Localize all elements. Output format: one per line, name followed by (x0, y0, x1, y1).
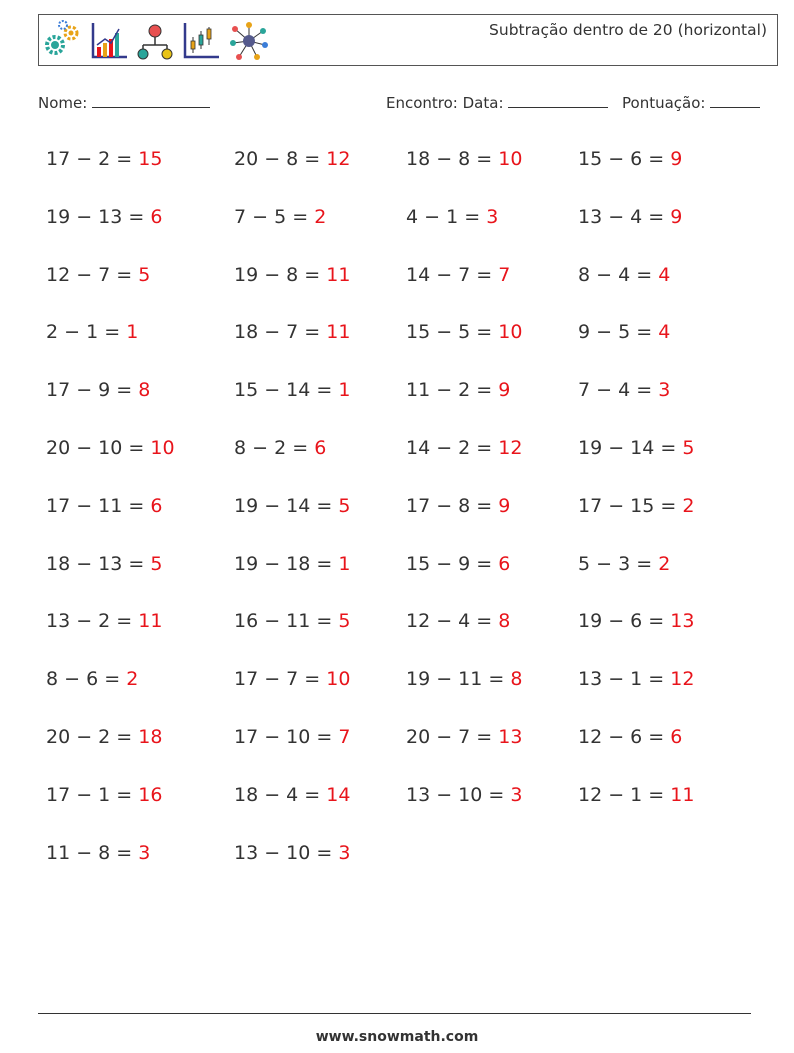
problem-item (406, 437, 522, 459)
worksheet-header (38, 14, 778, 66)
problem-answer: 3 (486, 205, 499, 228)
problem-answer: 6 (150, 494, 163, 517)
problem-item (578, 148, 682, 170)
problem-question: 2 − 1 = (46, 321, 127, 344)
org-chart-icon (135, 19, 177, 63)
problem-question: 17 − 9 = (46, 379, 139, 402)
problem-question: 19 − 13 = (46, 205, 151, 228)
problem-item (46, 206, 162, 228)
problem-item (234, 495, 350, 517)
problem-answer: 2 (682, 494, 695, 517)
date-label: Encontro: Data: (386, 94, 504, 112)
problem-answer: 3 (138, 841, 151, 864)
problem-question: 7 − 5 = (234, 205, 315, 228)
problem-question: 15 − 9 = (406, 552, 499, 575)
problem-item (578, 321, 670, 343)
problem-question: 8 − 6 = (46, 668, 127, 691)
bar-chart-icon (89, 19, 131, 63)
problem-answer: 6 (314, 437, 327, 459)
problem-answer: 9 (498, 494, 511, 517)
problem-item (578, 264, 670, 286)
problem-answer: 8 (498, 610, 511, 633)
problem-item (406, 610, 510, 632)
name-label: Nome: (38, 94, 88, 112)
problem-answer: 7 (498, 263, 511, 286)
problem-answer: 2 (126, 668, 139, 691)
problem-question: 19 − 11 = (406, 668, 511, 691)
problem-question: 18 − 7 = (234, 321, 327, 344)
problem-question: 12 − 6 = (578, 726, 671, 748)
problem-question: 19 − 8 = (234, 263, 327, 286)
problem-question: 18 − 13 = (46, 552, 151, 575)
problem-question: 14 − 2 = (406, 437, 499, 459)
problem-answer: 16 (138, 783, 163, 806)
problem-answer: 3 (658, 379, 671, 402)
problem-item (578, 553, 670, 575)
problem-answer: 5 (338, 494, 351, 517)
problem-answer: 10 (498, 148, 523, 170)
problem-answer: 11 (326, 263, 351, 286)
problem-answer: 5 (138, 263, 151, 286)
problem-item (234, 206, 326, 228)
problem-item (46, 437, 175, 459)
problem-answer: 9 (670, 148, 683, 170)
problem-answer: 1 (338, 552, 351, 575)
problem-item (46, 842, 150, 864)
problem-answer: 9 (670, 205, 683, 228)
footer-website: www.snowmath.com (315, 1029, 479, 1045)
problem-answer: 13 (498, 726, 523, 748)
problem-item (234, 668, 350, 690)
problem-answer: 5 (682, 437, 695, 459)
problem-question: 20 − 2 = (46, 726, 139, 748)
problem-answer: 5 (338, 610, 351, 633)
problem-answer: 8 (138, 379, 151, 402)
problem-answer: 6 (498, 552, 511, 575)
problem-question: 7 − 4 = (578, 379, 659, 402)
problem-answer: 11 (670, 783, 695, 806)
problem-question: 17 − 11 = (46, 494, 151, 517)
problem-question: 19 − 18 = (234, 552, 339, 575)
footer-divider (38, 1013, 751, 1014)
problem-item (406, 553, 510, 575)
problem-answer: 5 (150, 552, 163, 575)
problem-item (46, 668, 138, 690)
problem-question: 15 − 14 = (234, 379, 339, 402)
problem-item (46, 495, 162, 517)
problem-item (234, 610, 350, 632)
problem-answer: 4 (658, 321, 671, 344)
problem-answer: 4 (658, 263, 671, 286)
problem-question: 12 − 1 = (578, 783, 671, 806)
problem-question: 8 − 2 = (234, 437, 315, 459)
problem-question: 14 − 7 = (406, 263, 499, 286)
problem-item (234, 264, 350, 286)
problem-item (234, 148, 350, 170)
problem-question: 19 − 6 = (578, 610, 671, 633)
problem-answer: 10 (326, 668, 351, 691)
problem-item (406, 784, 522, 806)
problem-question: 20 − 10 = (46, 437, 151, 459)
problem-item (234, 379, 350, 401)
problem-answer: 1 (338, 379, 351, 402)
problem-item (578, 784, 694, 806)
problem-item (46, 379, 150, 401)
problem-question: 15 − 5 = (406, 321, 499, 344)
date-blank[interactable] (508, 93, 608, 108)
problem-answer: 12 (498, 437, 523, 459)
problem-item (46, 321, 138, 343)
problem-question: 13 − 2 = (46, 610, 139, 633)
problem-item (406, 148, 522, 170)
problem-question: 12 − 7 = (46, 263, 139, 286)
problem-item (578, 495, 694, 517)
problem-item (46, 148, 162, 170)
problem-answer: 1 (126, 321, 139, 344)
problem-item (406, 495, 510, 517)
problem-question: 13 − 10 = (406, 783, 511, 806)
problem-question: 9 − 5 = (578, 321, 659, 344)
problem-item (578, 610, 694, 632)
problem-question: 11 − 8 = (46, 841, 139, 864)
problem-item (234, 437, 326, 459)
candlestick-chart-icon (181, 19, 223, 63)
network-icon (227, 19, 271, 63)
problem-item (406, 726, 522, 748)
date-field (386, 93, 608, 112)
problem-question: 16 − 11 = (234, 610, 339, 633)
problem-item (46, 553, 162, 575)
score-field (622, 93, 760, 112)
problem-answer: 2 (314, 205, 327, 228)
problem-question: 11 − 2 = (406, 379, 499, 402)
problem-item (406, 379, 510, 401)
problem-item (406, 206, 498, 228)
problem-question: 18 − 4 = (234, 783, 327, 806)
problem-item (46, 264, 150, 286)
problem-question: 13 − 4 = (578, 205, 671, 228)
problem-item (46, 610, 162, 632)
problem-answer: 18 (138, 726, 163, 748)
problem-question: 4 − 1 = (406, 205, 487, 228)
problem-question: 17 − 7 = (234, 668, 327, 691)
problem-item (234, 321, 350, 343)
problem-item (578, 668, 694, 690)
problem-item (578, 726, 682, 748)
problem-answer: 13 (670, 610, 695, 633)
problem-answer: 2 (658, 552, 671, 575)
problem-answer: 6 (670, 726, 683, 748)
name-blank[interactable] (92, 93, 210, 108)
problem-question: 19 − 14 = (234, 494, 339, 517)
problem-question: 8 − 4 = (578, 263, 659, 286)
problem-question: 13 − 10 = (234, 841, 339, 864)
problem-answer: 12 (326, 148, 351, 170)
problem-question: 5 − 3 = (578, 552, 659, 575)
problem-answer: 15 (138, 148, 163, 170)
problem-answer: 7 (338, 726, 351, 748)
problem-item (406, 264, 510, 286)
problem-question: 17 − 10 = (234, 726, 339, 748)
problem-answer: 10 (498, 321, 523, 344)
problem-question: 17 − 2 = (46, 148, 139, 170)
score-blank[interactable] (710, 93, 760, 108)
problem-answer: 9 (498, 379, 511, 402)
problem-answer: 3 (510, 783, 523, 806)
problem-question: 19 − 14 = (578, 437, 683, 459)
problem-answer: 10 (150, 437, 175, 459)
problem-item (234, 553, 350, 575)
problem-answer: 6 (150, 205, 163, 228)
problem-item (234, 784, 350, 806)
problem-question: 20 − 7 = (406, 726, 499, 748)
problem-question: 13 − 1 = (578, 668, 671, 691)
problem-answer: 14 (326, 783, 351, 806)
problem-question: 18 − 8 = (406, 148, 499, 170)
problem-question: 20 − 8 = (234, 148, 327, 170)
problem-item (406, 321, 522, 343)
problem-answer: 11 (138, 610, 163, 633)
problem-question: 12 − 4 = (406, 610, 499, 633)
problem-item (406, 668, 522, 690)
problem-item (578, 379, 670, 401)
problem-item (46, 784, 162, 806)
problem-question: 17 − 1 = (46, 783, 139, 806)
problem-question: 15 − 6 = (578, 148, 671, 170)
problem-item (234, 726, 350, 748)
problem-question: 17 − 8 = (406, 494, 499, 517)
problem-question: 17 − 15 = (578, 494, 683, 517)
gears-icon (43, 19, 83, 59)
problem-answer: 8 (510, 668, 523, 691)
problem-answer: 3 (338, 841, 351, 864)
score-label: Pontuação: (622, 94, 706, 112)
problem-item (578, 206, 682, 228)
name-field (38, 93, 210, 112)
problem-item (46, 726, 162, 748)
problem-item (234, 842, 350, 864)
worksheet-title: Subtração dentro de 20 (horizontal) (489, 21, 767, 39)
problem-answer: 12 (670, 668, 695, 691)
problem-item (578, 437, 694, 459)
problem-answer: 11 (326, 321, 351, 344)
